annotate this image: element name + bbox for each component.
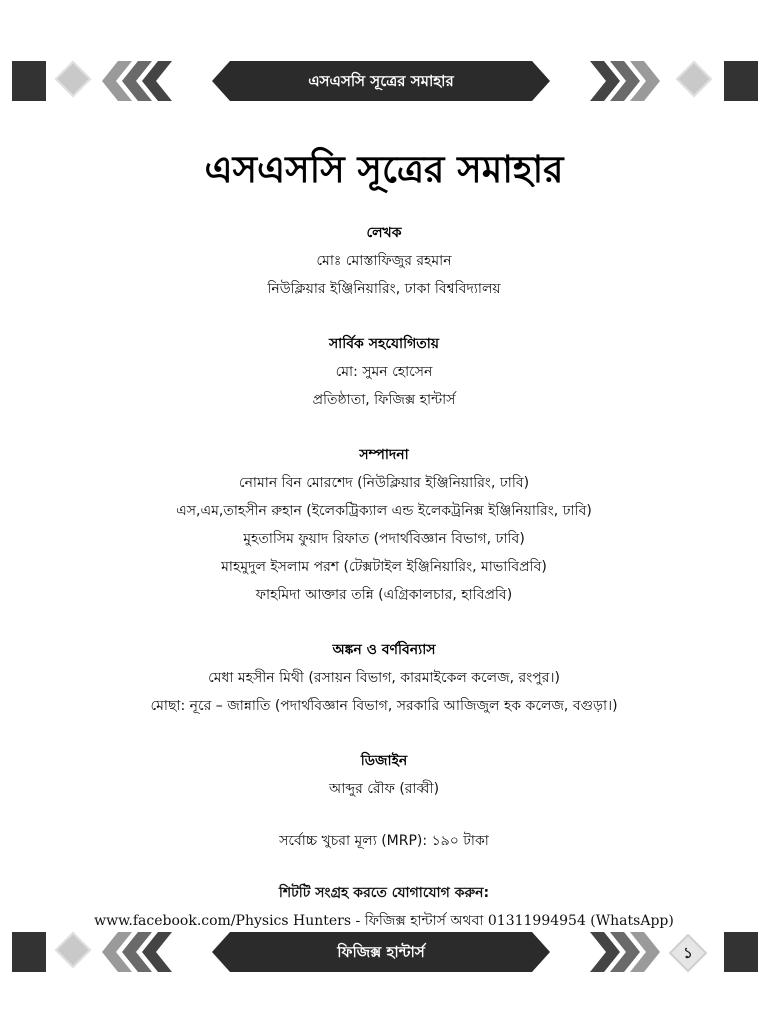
chevron-right-icon: [584, 61, 664, 101]
author-name: মোঃ মোস্তাফিজুর রহমান: [316, 253, 452, 269]
square-ornament-left: [12, 932, 46, 972]
editing-heading: সম্পাদনা: [359, 447, 409, 463]
header-band: [0, 60, 768, 102]
editor-item: নোমান বিন মোরশেদ (নিউক্লিয়ার ইঞ্জিনিয়ারিং, ঢাবি): [238, 475, 530, 491]
illustration-heading: অঙ্কন ও বর্ণবিন্যাস: [332, 642, 436, 658]
page-number: ১: [683, 944, 693, 962]
footer-banner: [212, 932, 550, 972]
author-affiliation: নিউক্লিয়ার ইঞ্জিনিয়ারিং, ঢাকা বিশ্ববিদ্যালয়: [267, 281, 501, 297]
illustrator-item: মেধা মহসীন মিথী (রসায়ন বিভাগ, কারমাইকেল কলেজ, রংপুর।): [208, 670, 560, 686]
contact-text: www.facebook.com/Physics Hunters - ফিজিক্স হান্টার্স অথবা 01311994954 (WhatsApp): [94, 913, 674, 929]
contact-heading: শিটটি সংগ্রহ করতে যোগাযোগ করুন:: [278, 885, 490, 901]
editor-item: এস,এম,তাহসীন রুহান (ইলেকট্রিক্যাল এন্ড ইলেকট্রনিক্স ইঞ্জিনিয়ারিং, ঢাবি): [176, 503, 592, 519]
designer-name: আব্দুর রৌফ (রাব্বী): [328, 781, 440, 797]
price-text: সর্বোচ্চ খুচরা মূল্য (MRP): ১৯০ টাকা: [279, 833, 489, 849]
cooperation-role: প্রতিষ্ঠাতা, ফিজিক্স হান্টার্স: [312, 392, 456, 408]
editor-item: মুহতাসিম ফুয়াদ রিফাত (পদার্থবিজ্ঞান বিভাগ, ঢাবি): [243, 531, 525, 547]
chevron-right-icon: [584, 932, 664, 972]
page-number-badge: [669, 934, 707, 972]
chevron-left-icon: [98, 932, 178, 972]
chevron-left-icon: [98, 61, 178, 101]
square-ornament-right: [724, 932, 758, 972]
header-banner-text: এসএসসি সূত্রের সমাহার: [308, 72, 454, 90]
editor-item: ফাহমিদা আক্তার তন্নি (এগ্রিকালচার, হাবিপ্রবি): [255, 587, 513, 603]
square-ornament-right: [724, 61, 758, 101]
diamond-ornament-left: [55, 932, 92, 969]
diamond-ornament-left: [55, 61, 92, 98]
header-banner: [212, 61, 550, 101]
square-ornament-left: [12, 61, 46, 101]
footer-banner-text: ফিজিক্স হান্টার্স: [337, 943, 425, 961]
editor-item: মাহমুদুল ইসলাম পরশ (টেক্সটাইল ইঞ্জিনিয়ারিং, মাভাবিপ্রবি): [221, 559, 547, 575]
footer-band: [0, 931, 768, 973]
author-heading: লেখক: [366, 225, 402, 241]
design-heading: ডিজাইন: [360, 753, 408, 769]
title-page-content: [0, 130, 768, 935]
diamond-ornament-right: [676, 61, 713, 98]
cooperation-heading: সার্বিক সহযোগিতায়: [328, 336, 440, 352]
illustrator-item: মোছা: নূরে – জান্নাতি (পদার্থবিজ্ঞান বিভাগ, সরকারি আজিজুল হক কলেজ, বগুড়া।): [150, 698, 618, 714]
page-title: এসএসসি সূত্রের সমাহার: [204, 148, 564, 191]
cooperation-name: মো: সুমন হোসেন: [335, 364, 433, 380]
